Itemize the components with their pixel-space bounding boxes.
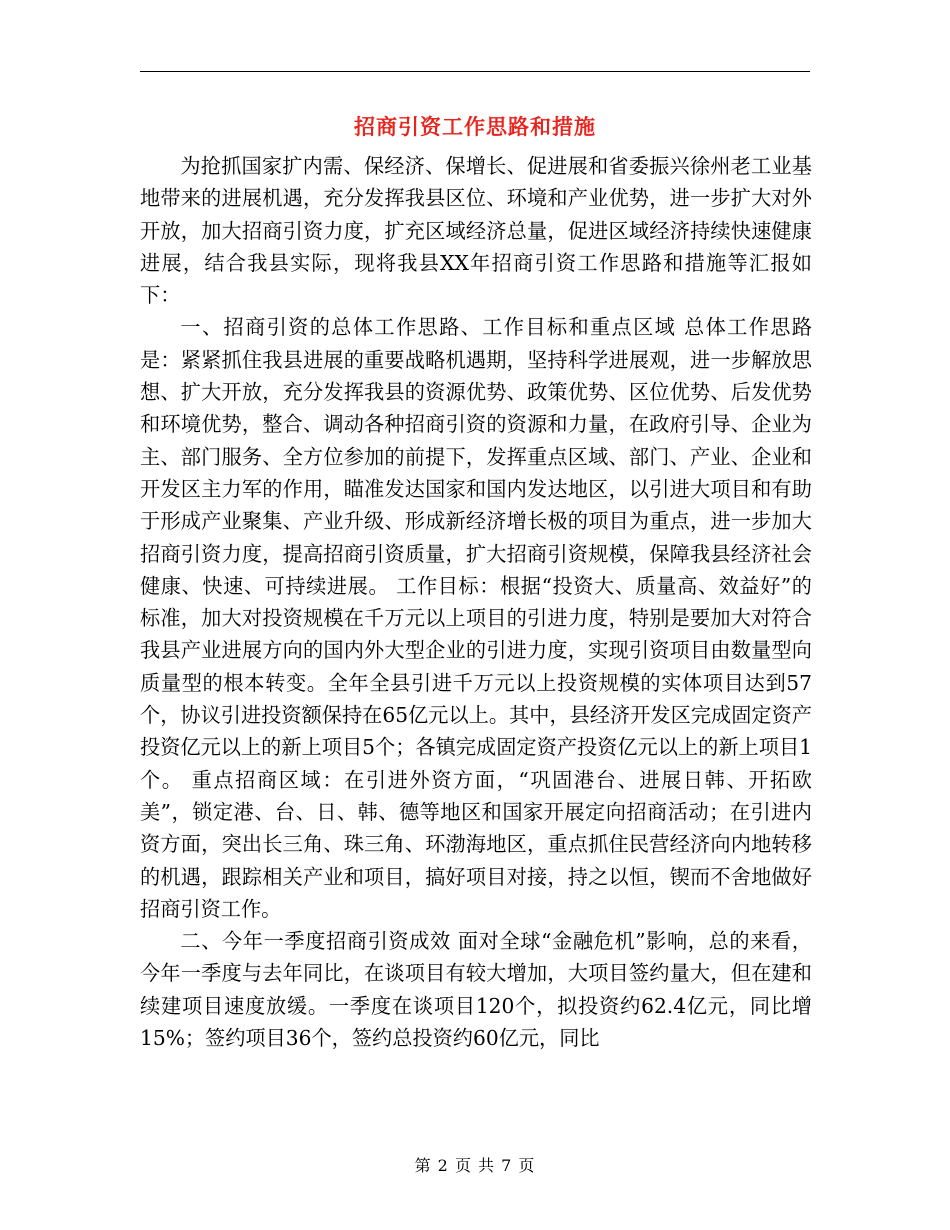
page-number-footer: 第 2 页 共 7 页	[414, 1156, 536, 1175]
document-body	[140, 150, 812, 1054]
header-rule	[140, 71, 810, 72]
paragraph-section-two: 二、今年一季度招商引资成效 面对全球“金融危机”影响，总的来看，今年一季度与去年同比，在谈项目有较大增加，大项目签约量大，但在建和续建项目速度放缓。一季度在谈项目120个，拟投资约62.4亿元，同比增15%；签约项目36个，签约总投资约60亿元，同比	[140, 929, 812, 1051]
document-title: 招商引资工作思路和措施	[354, 114, 596, 139]
paragraph-section-one: 一、招商引资的总体工作思路、工作目标和重点区域 总体工作思路是：紧紧抓住我县进展的重要战略机遇期，坚持科学进展观，进一步解放思想、扩大开放，充分发挥我县的资源优势、政策优势、区位优势、后发优势和环境优势，整合、调动各种招商引资的资源和力量，在政府引导、企业为主、部门服务、全方位参加的前提下，发挥重点区域、部门、产业、企业和开发区主力军的作用，瞄准发达国家和国内发达地区，以引进大项目和有助于形成产业聚集、产业升级、形成新经济增长极的项目为重点，进一步加大招商引资力度，提高招商引资质量，扩大招商引资规模，保障我县经济社会健康、快速、可持续进展。 工作目标：根据“投资大、质量高、效益好”的标准，加大对投资规模在千万元以上项目的引进力度，特别是要加大对符合我县产业进展方向的国内外大型企业的引进力度，实现引资项目由数量型向质量型的根本转变。全年全县引进千万元以上投资规模的实体项目达到57个，协议引进投资额保持在65亿元以上。其中，县经济开发区完成固定资产投资亿元以上的新上项目5个；各镇完成固定资产投资亿元以上的新上项目1个。 重点招商区域：在引进外资方面，“巩固港台、进展日韩、开拓欧美”，锁定港、台、日、韩、德等地区和国家开展定向招商活动；在引进内资方面，突出长三角、珠三角、环渤海地区，重点抓住民营经济向内地转移的机遇，跟踪相关产业和项目，搞好项目对接，持之以恒，锲而不舍地做好招商引资工作。	[140, 315, 812, 921]
paragraph-intro: 为抢抓国家扩内需、保经济、保增长、促进展和省委振兴徐州老工业基地带来的进展机遇，充分发挥我县区位、环境和产业优势，进一步扩大对外开放，加大招商引资力度，扩充区域经济总量，促进区域经济持续快速健康进展，结合我县实际，现将我县XX年招商引资工作思路和措施等汇报如下：	[140, 154, 812, 308]
